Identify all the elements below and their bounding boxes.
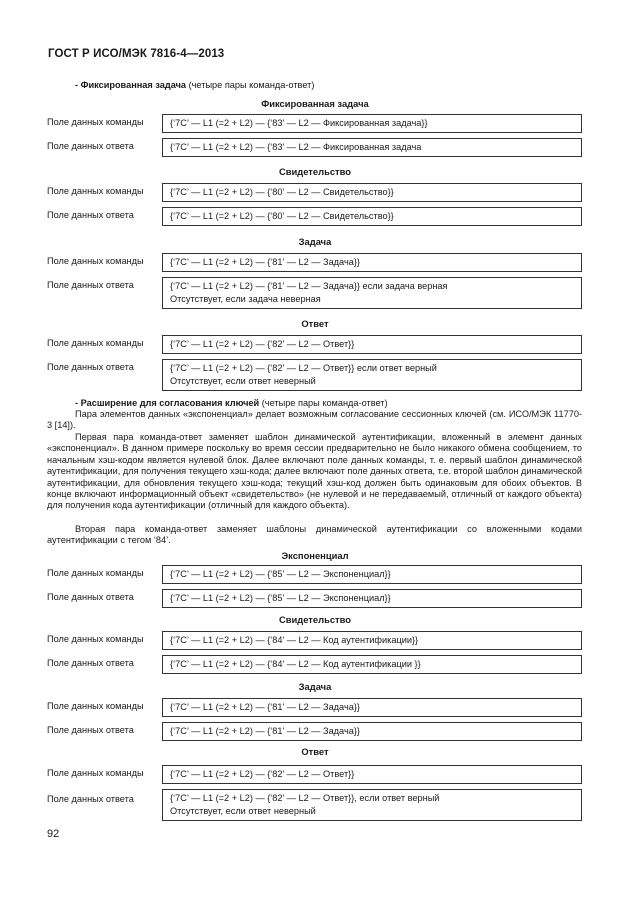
cmd-field-box: {‘7C’ — L1 (=2 + L2) — {‘81’ — L2 — Задача}} <box>162 253 582 272</box>
resp-line-2: Отсутствует, если ответ неверный <box>170 806 316 816</box>
resp-label: Поле данных ответа <box>47 362 134 372</box>
resp-label: Поле данных ответа <box>47 725 134 735</box>
paragraph: Пара элементов данных «экспоненциал» делает возможным согласование сессионных ключей (см. ИСО/МЭК 11770-3 [14]). <box>47 409 582 431</box>
block-title: Свидетельство <box>278 614 352 625</box>
resp-label: Поле данных ответа <box>47 210 134 220</box>
block-title: Экспоненциал <box>281 550 349 561</box>
cmd-field-box: {‘7C’ — L1 (=2 + L2) — {‘82’ — L2 — Ответ}} <box>162 765 582 784</box>
block-title: Ответ <box>301 318 329 329</box>
resp-label: Поле данных ответа <box>47 658 134 668</box>
resp-label: Поле данных ответа <box>47 794 134 804</box>
cmd-label: Поле данных команды <box>47 768 144 778</box>
block-title: Задача <box>298 236 332 247</box>
cmd-label: Поле данных команды <box>47 256 144 266</box>
cmd-label: Поле данных команды <box>47 568 144 578</box>
block-title: Свидетельство <box>278 166 352 177</box>
section-heading-bold: - Фиксированная задача <box>75 80 187 90</box>
block-title: Фиксированная задача <box>261 98 369 109</box>
cmd-label: Поле данных команды <box>47 186 144 196</box>
cmd-label: Поле данных команды <box>47 701 144 711</box>
section-heading-rest: (четыре пары команда-ответ) <box>186 80 315 90</box>
resp-line-2: Отсутствует, если ответ неверный <box>170 376 316 386</box>
resp-field-box: {‘7C’ — L1 (=2 + L2) — {‘84’ — L2 — Код аутентификации }} <box>162 655 582 674</box>
resp-label: Поле данных ответа <box>47 592 134 602</box>
section-heading-bold: - Расширение для согласования ключей <box>75 398 260 408</box>
paragraph: Первая пара команда-ответ заменяет шаблон динамической аутентификации, вложенный в элемент данных «экспоненциал». В данном примере поскольку во время сессии предварительно не было никакого обмена сообщением, то начальным хэш-кодом является нулевой блок. Далее включают поле данных команды, т. е. первый шаблон динамической аутентификации, для получения текущего хэш-кода; далее включают поле данных ответа, т.е. второй шаблон динамической аутентификации, для обновления текущего хэш-кода; текущий хэш-код должен быть одинаковым для обоих объектов. В конце включают информационный объект «свидетельство» (не нулевой и не передаваемый, отличный от каждого объекта) для получения кода аутентификации (отличный для каждого объекта). <box>47 432 582 511</box>
resp-field-box <box>162 277 582 309</box>
resp-label: Поле данных ответа <box>47 141 134 151</box>
resp-line-1: {‘7C’ — L1 (=2 + L2) — {‘81’ — L2 — Задача}} если задача верная <box>170 281 448 291</box>
cmd-label: Поле данных команды <box>47 117 144 127</box>
paragraph: Вторая пара команда-ответ заменяет шаблоны динамической аутентификации со вложенными кодами аутентификации с тегом ‘84’. <box>47 524 582 546</box>
cmd-label: Поле данных команды <box>47 634 144 644</box>
resp-field-box: {‘7C’ — L1 (=2 + L2) — {‘81’ — L2 — Задача}} <box>162 722 582 741</box>
section-heading-rest: (четыре пары команда-ответ) <box>259 398 388 408</box>
resp-field-box <box>162 359 582 391</box>
resp-line-1: {‘7C’ — L1 (=2 + L2) — {‘82’ — L2 — Ответ}} если ответ верный <box>170 363 437 373</box>
section-key-agreement-heading <box>75 398 388 408</box>
page-number: 92 <box>47 828 60 840</box>
cmd-field-box: {‘7C’ — L1 (=2 + L2) — {‘82’ — L2 — Ответ}} <box>162 335 582 354</box>
resp-field-box <box>162 789 582 821</box>
block-title: Задача <box>298 681 332 692</box>
resp-field-box: {‘7C’ — L1 (=2 + L2) — {‘83’ — L2 — Фиксированная задача <box>162 138 582 157</box>
section-fixed-task-heading <box>75 80 314 90</box>
document-header: ГОСТ Р ИСО/МЭК 7816-4—2013 <box>48 48 225 60</box>
cmd-field-box: {‘7C’ — L1 (=2 + L2) — {‘80’ — L2 — Свидетельство}} <box>162 183 582 202</box>
resp-field-box: {‘7C’ — L1 (=2 + L2) — {‘80’ — L2 — Свидетельство}} <box>162 207 582 226</box>
cmd-field-box: {‘7C’ — L1 (=2 + L2) — {‘83’ — L2 — Фиксированная задача}} <box>162 114 582 133</box>
resp-label: Поле данных ответа <box>47 280 134 290</box>
cmd-field-box: {‘7C’ — L1 (=2 + L2) — {‘85’ — L2 — Экспоненциал}} <box>162 565 582 584</box>
resp-line-2: Отсутствует, если задача неверная <box>170 294 321 304</box>
cmd-label: Поле данных команды <box>47 338 144 348</box>
resp-field-box: {‘7C’ — L1 (=2 + L2) — {‘85’ — L2 — Экспоненциал}} <box>162 589 582 608</box>
block-title: Ответ <box>301 746 329 757</box>
cmd-field-box: {‘7C’ — L1 (=2 + L2) — {‘81’ — L2 — Задача}} <box>162 698 582 717</box>
cmd-field-box: {‘7C’ — L1 (=2 + L2) — {‘84’ — L2 — Код аутентификации}} <box>162 631 582 650</box>
resp-line-1: {‘7C’ — L1 (=2 + L2) — {‘82’ — L2 — Ответ}}, если ответ верный <box>170 793 440 803</box>
